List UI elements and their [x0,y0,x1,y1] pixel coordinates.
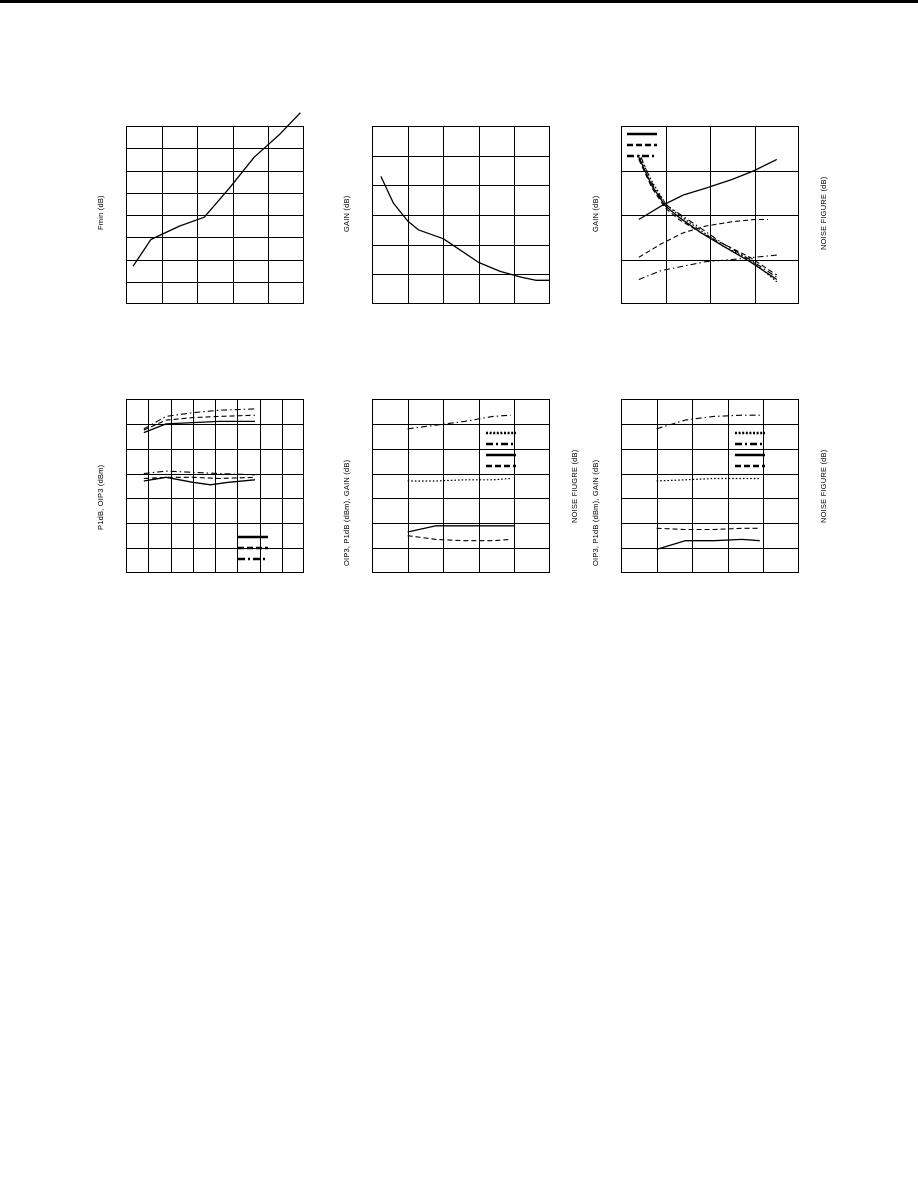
chart-5-series-1 [657,479,760,482]
chart-2-series-0 [639,159,777,219]
chart-4-y2label: NOISE FIUGRE (dB) [570,449,579,523]
chart-4-frame [373,400,550,573]
chart-1-svg [372,126,550,304]
chart-3-svg [126,399,304,573]
chart-2-legend [627,134,657,156]
chart-5-y2label: NOISE FIGURE (dB) [819,449,828,523]
chart-5-series-2 [657,528,760,529]
chart-gain-nf [621,126,799,304]
chart-4-series-3 [408,536,511,541]
chart-p1db-oip3 [126,399,304,573]
chart-2-svg [621,126,799,304]
chart-2-series-4 [639,159,777,275]
chart-5-frame [622,400,799,573]
top-rule [0,0,918,3]
chart-0-svg [126,126,304,304]
chart-1-series-0 [381,176,550,280]
chart-2-series-1 [639,220,768,258]
chart-4-series-2 [408,526,515,532]
chart-4-grid [372,399,550,573]
chart-2-series-6 [639,155,777,282]
chart-2-ylabel: GAIN (dB) [591,195,600,232]
chart-oip3-p1db-gain-1 [372,399,550,573]
chart-5-svg [621,399,799,573]
chart-5-series-0 [657,415,760,429]
chart-5-grid [621,399,799,573]
chart-1-ylabel: GAIN (dB) [342,195,351,232]
chart-4-ylabel: OIP3, P1dB (dBm), GAIN (dB) [342,459,351,566]
chart-2-grid [621,126,799,304]
chart-5-ylabel: OIP3, P1dB (dBm), GAIN (dB) [591,459,600,566]
chart-gain-1 [372,126,550,304]
chart-0-grid [126,126,304,304]
chart-4-svg [372,399,550,573]
chart-4-series-1 [408,479,511,482]
chart-fmin [126,126,304,304]
chart-4-series-0 [408,415,511,429]
chart-2-y2label: NOISE FIGURE (dB) [819,176,828,250]
chart-3-series-3 [144,477,255,485]
chart-oip3-p1db-gain-2 [621,399,799,573]
chart-5-series-3 [657,539,760,549]
chart-3-grid [126,399,304,573]
chart-3-ylabel: P1dB, OIP3 (dBm) [96,464,105,530]
chart-2-series-5 [641,157,777,277]
chart-0-series-0 [133,113,300,267]
chart-2-series-2 [639,255,777,279]
chart-0-ylabel: Fmin (dB) [96,195,105,230]
